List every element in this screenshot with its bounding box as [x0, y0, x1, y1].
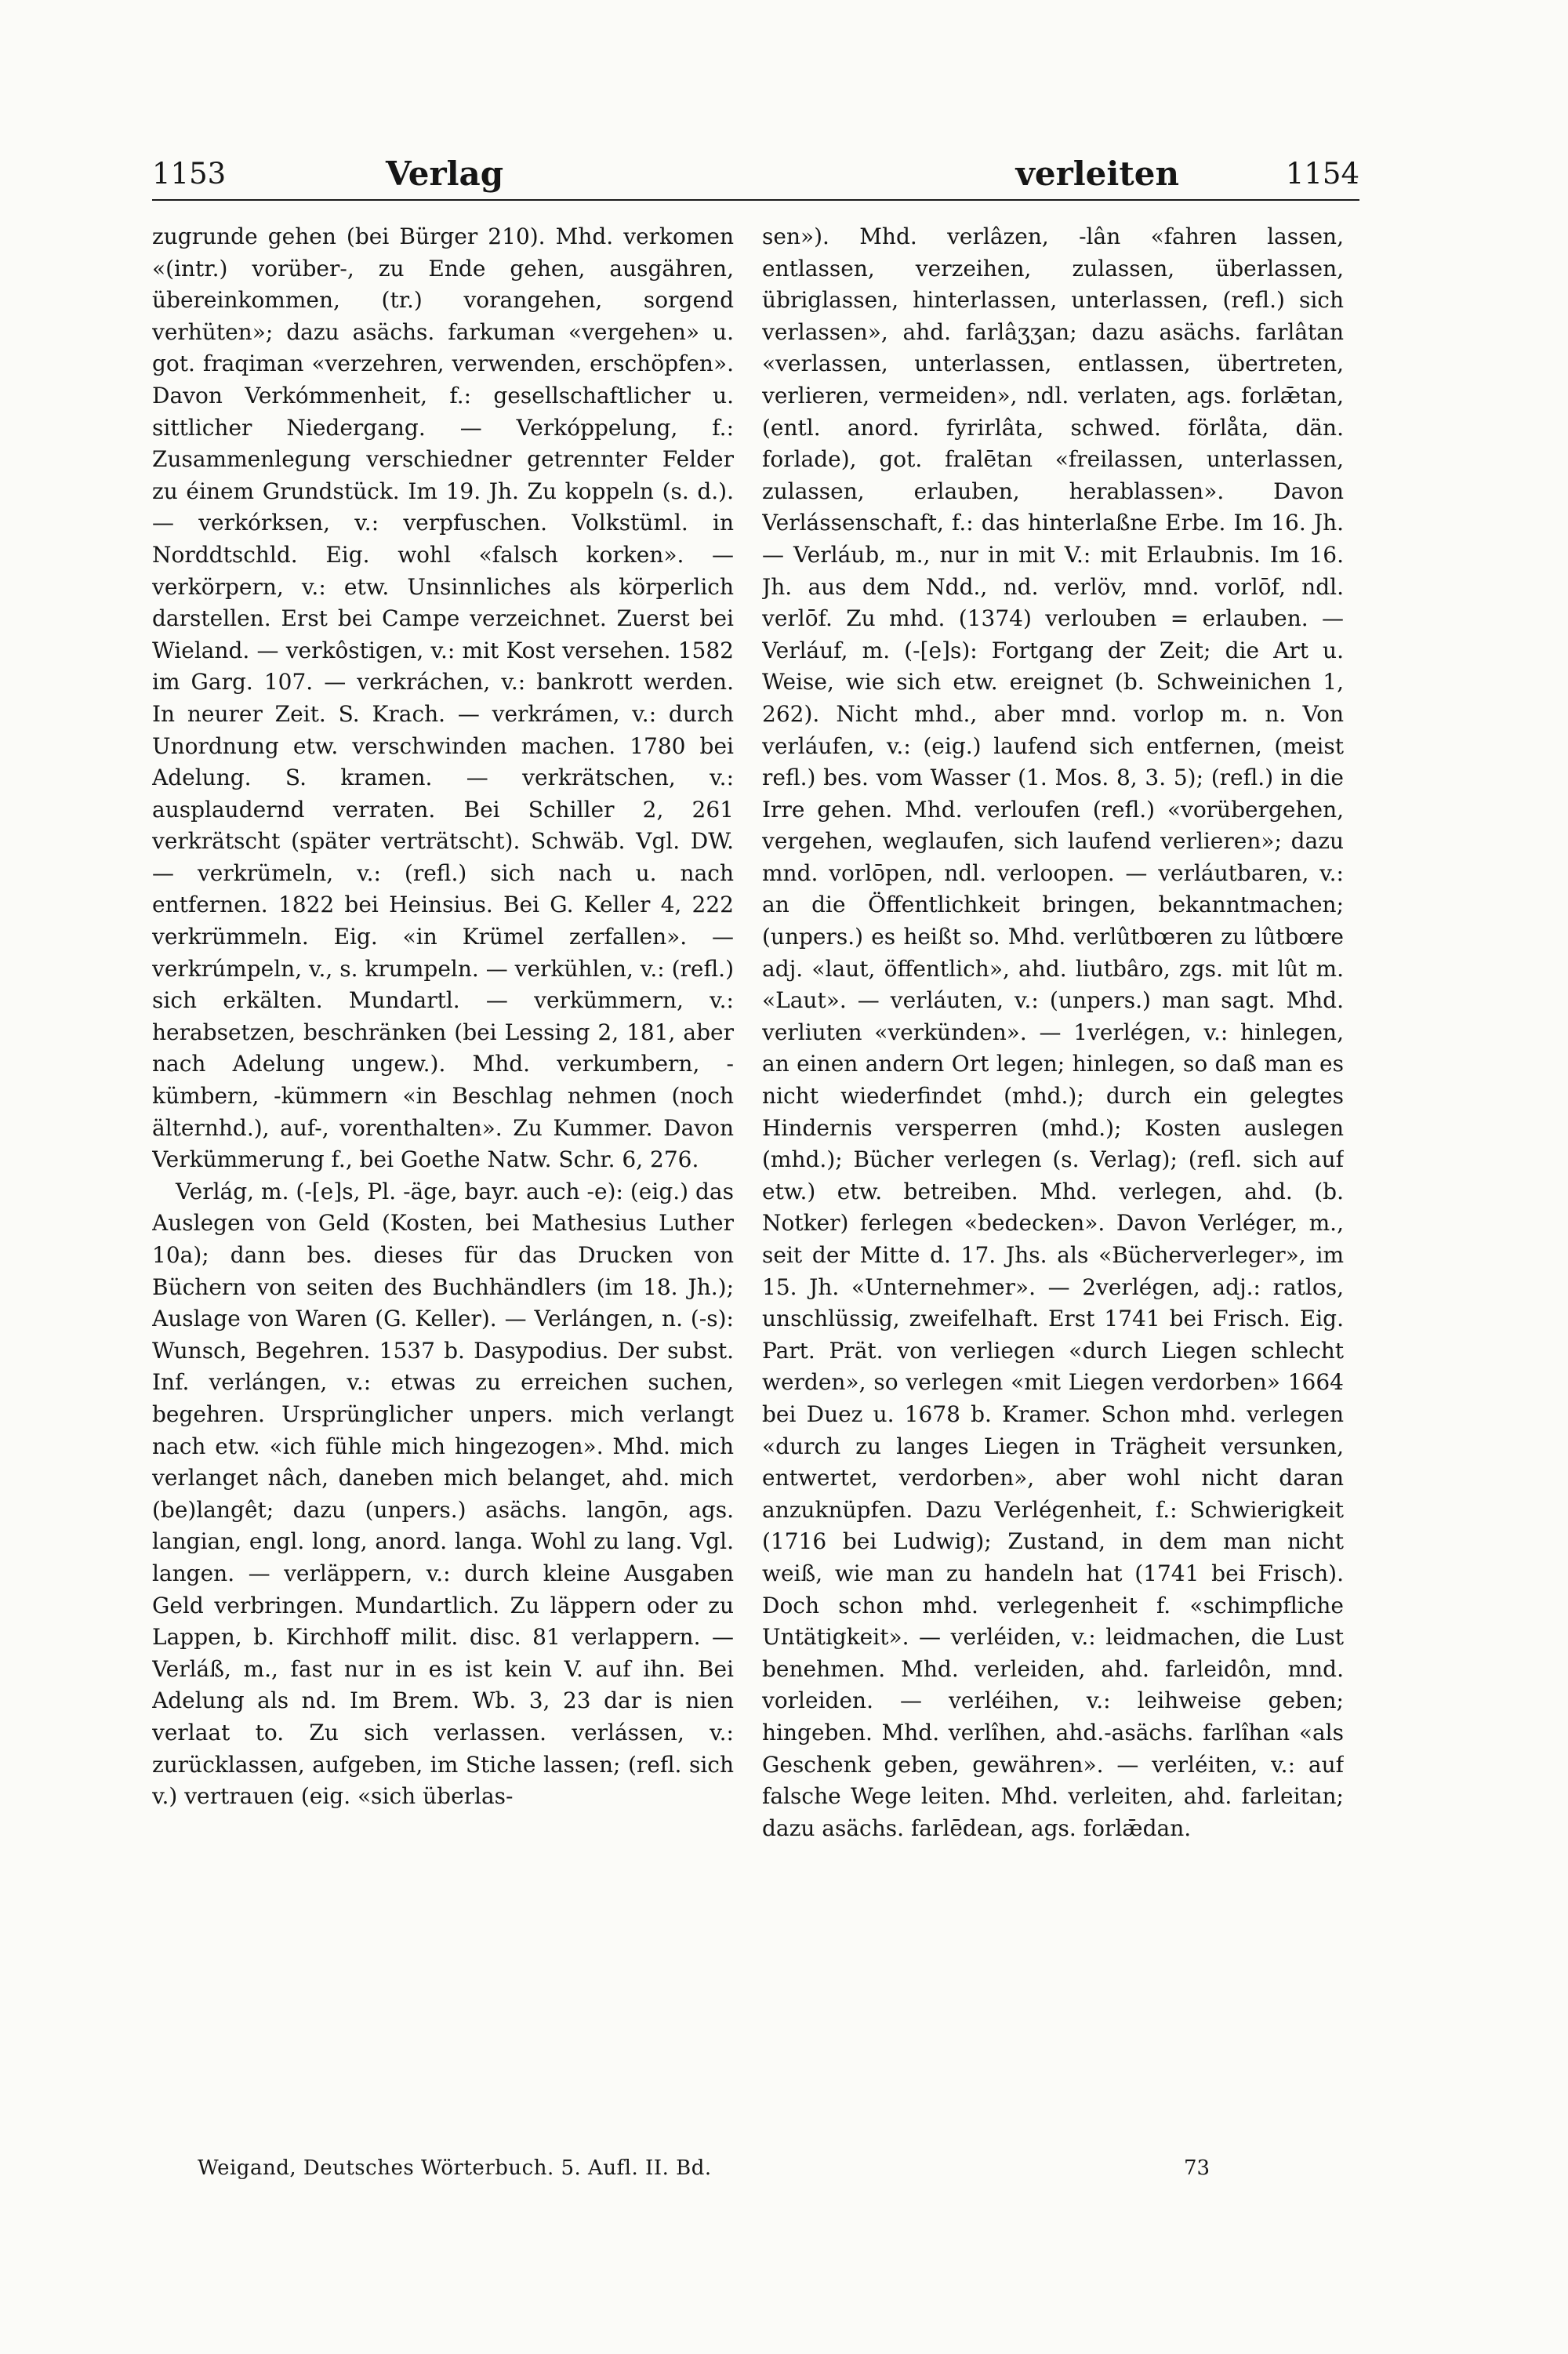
page-footer [152, 2152, 1359, 2184]
page-number-right: 1154 [1285, 157, 1359, 191]
footer-imprint: Weigand, Deutsches Wörterbuch. 5. Aufl. II. Bd. [198, 2156, 712, 2180]
entry-text: zugrunde gehen (bei Bürger 210). Mhd. verkomen «(intr.) vorüber-, zu Ende gehen, ausgähren, übereinkommen, (tr.) vorangehen, sorgend verhüten»; dazu asächs. farkuman «vergehen» u. got. fraqiman «verzehren, verwenden, erschöpfen». Davon Verkómmenheit, f.: gesellschaftlicher u. sittlicher Niedergang. — Verkóppelung, f.: Zusammenlegung verschiedner getrennter Felder zu éinem Grundstück. Im 19. Jh. Zu koppeln (s. d.). — verkórksen, v.: verpfuschen. Volkstüml. in Norddtschld. Eig. wohl «falsch korken». — verkörpern, v.: etw. Unsinnliches als körperlich darstellen. Erst bei Campe verzeichnet. Zuerst bei Wieland. — verkôstigen, v.: mit Kost versehen. 1582 im Garg. 107. — verkráchen, v.: bankrott werden. In neurer Zeit. S. Krach. — verkrámen, v.: durch Unordnung etw. verschwinden machen. 1780 bei Adelung. S. kramen. — verkrätschen, v.: ausplaudernd verraten. Bei Schiller 2, 261 verkrätscht (später verträtscht). Schwäb. Vgl. DW. — verkrümeln, v.: (refl.) sich nach u. nach entfernen. 1822 bei Heinsius. Bei G. Keller 4, 222 verkrümmeln. Eig. «in Krümel zerfallen». — verkrúmpeln, v., s. krumpeln. — verkühlen, v.: (refl.) sich erkälten. Mundartl. — verkümmern, v.: herabsetzen, beschränken (bei Lessing 2, 181, aber nach Adelung ungew.). Mhd. verkumbern, -kümbern, -kümmern «in Beschlag nehmen (noch älternhd.), auf-, vorenthalten». Zu Kummer. Davon Verkümmerung f., bei Goethe Natw. Schr. 6, 276. [152, 223, 734, 1173]
page-number-left: 1153 [152, 157, 227, 191]
entry-text: sen»). Mhd. verlâzen, -lân «fahren lassen, entlassen, verzeihen, zulassen, überlassen, übriglassen, hinterlassen, unterlassen, (refl.) sich verlassen», ahd. farlâʒʒan; dazu asächs. farlâtan «verlassen, unterlassen, entlassen, übertreten, verlieren, vermeiden», ndl. verlaten, ags. forlǣtan, (entl. anord. fyrirlâta, schwed. förlåta, dän. forlade), got. fralētan «freilassen, unterlassen, zulassen, erlauben, herablassen». Davon Verlássenschaft, f.: das hinterlaßne Erbe. Im 16. Jh. — Verláub, m., nur in mit V.: mit Erlaubnis. Im 16. Jh. aus dem Ndd., nd. verlöv, mnd. vorlōf, ndl. verlōf. Zu mhd. (1374) verlouben = erlauben. — Verláuf, m. (-[e]s): Fortgang der Zeit; die Art u. Weise, wie sich etw. ereignet (b. Schweinichen 1, 262). Nicht mhd., aber mnd. vorlop m. n. Von verláufen, v.: (eig.) laufend sich entfernen, (meist refl.) bes. vom Wasser (1. Mos. 8, 3. 5); (refl.) in die Irre gehen. Mhd. verloufen (refl.) «vorübergehen, vergehen, weglaufen, sich laufend verlieren»; dazu mnd. vorlōpen, ndl. verloopen. — verláutbaren, v.: an die Öffentlichkeit bringen, bekanntmachen; (unpers.) es heißt so. Mhd. verlûtbœren zu lûtbœre adj. «laut, öffentlich», ahd. liutbâro, zgs. mit lût m. «Laut». — verláuten, v.: (unpers.) man sagt. Mhd. verliuten «verkünden». — 1verlégen, v.: hinlegen, an einen andern Ort legen; hinlegen, so daß man es nicht wiederfindet (mhd.); durch ein gelegtes Hindernis versperren (mhd.); Kosten auslegen (mhd.); Bücher verlegen (s. Verlag); (refl. sich auf etw.) etw. betreiben. Mhd. verlegen, ahd. (b. Notker) ferlegen «bedecken». Davon Verléger, m., seit der Mitte d. 17. Jhs. als «Bücherverleger», im 15. Jh. «Unternehmer». — 2verlégen, adj.: ratlos, unschlüssig, zweifelhaft. Erst 1741 bei Frisch. Eig. Part. Prät. von verliegen «durch Liegen schlecht werden», so verlegen «mit Liegen verdorben» 1664 bei Duez u. 1678 b. Kramer. Schon mhd. verlegen «durch zu langes Liegen in Trägheit versunken, entwertet, verdorben», aber wohl nicht daran anzuknüpfen. Dazu Verlégenheit, f.: Schwierigkeit (1716 bei Ludwig); Zustand, in dem man nicht weiß, wie man zu handeln hat (1741 bei Frisch). Doch schon mhd. verlegenheit f. «schimpfliche Untätigkeit». — verléiden, v.: leidmachen, die Lust benehmen. Mhd. verleiden, ahd. farleidôn, mnd. vorleiden. — verléihen, v.: leihweise geben; hingeben. Mhd. verlîhen, ahd.-asächs. farlîhan «als Geschenk geben, gewähren». — verléiten, v.: auf falsche Wege leiten. Mhd. verleiten, ahd. farleitan; dazu asächs. farlēdean, ags. forlǣdan. [762, 223, 1344, 1841]
catchword-right: verleiten [1015, 154, 1179, 193]
left-column [152, 221, 734, 2354]
entry-text: Verlág, m. (-[e]s, Pl. -äge, bayr. auch -e): (eig.) das Auslegen von Geld (Kosten, bei Mathesius Luther 10a); dann bes. dieses für das Drucken von Büchern von seiten des Buchhändlers (im 18. Jh.); Auslage von Waren (G. Keller). — Verlángen, n. (-s): Wunsch, Begehren. 1537 b. Dasypodius. Der subst. Inf. verlángen, v.: etwas zu erreichen suchen, begehren. Ursprünglicher unpers. mich verlangt nach etw. «ich fühle mich hingezogen». Mhd. mich verlanget nâch, daneben mich belanget, ahd. mich (be)langêt; dazu (unpers.) asächs. langōn, ags. langian, engl. long, anord. langa. Wohl zu lang. Vgl. langen. — verläppern, v.: durch kleine Ausgaben Geld verbringen. Mundartlich. Zu läppern oder zu Lappen, b. Kirchhoff milit. disc. 81 verlappern. — Verláß, m., fast nur in es ist kein V. auf ihn. Bei Adelung als nd. Im Brem. Wb. 3, 23 dar is nien verlaat to. Zu sich verlassen. verlássen, v.: zurücklassen, aufgeben, im Stiche lassen; (refl. sich v.) vertrauen (eig. «sich überlas- [152, 1178, 734, 1810]
header-rule [152, 199, 1359, 201]
signature-mark: 73 [1184, 2156, 1210, 2180]
right-column [762, 221, 1344, 2354]
running-header [152, 154, 1359, 194]
catchword-left: Verlag [386, 154, 504, 193]
